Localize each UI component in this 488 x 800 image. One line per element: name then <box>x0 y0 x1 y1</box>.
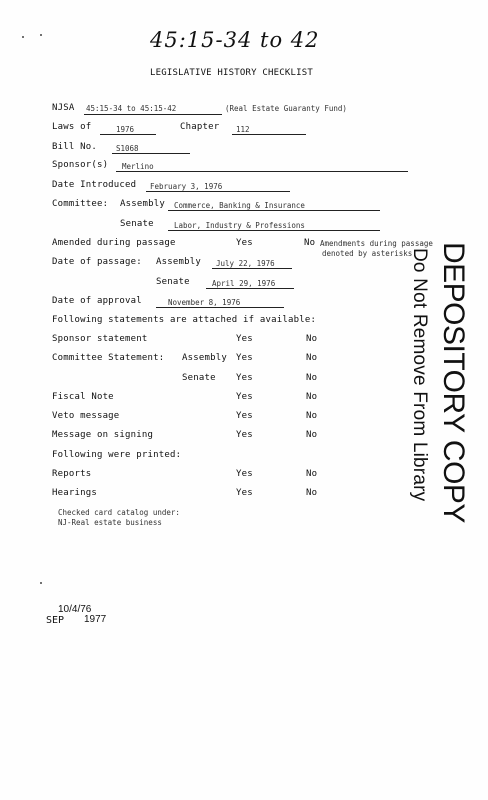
passage-senate-label: Senate <box>156 277 190 287</box>
date-of-approval-label: Date of approval <box>52 296 142 306</box>
passage-assembly-value: July 22, 1976 <box>216 259 275 268</box>
depository-stamp-title: DEPOSITORY COPY <box>437 242 470 523</box>
njsa-label: NJSA <box>52 103 75 113</box>
fiscal-note-label: Fiscal Note <box>52 392 114 402</box>
sponsors-value: Merlino <box>122 162 154 171</box>
amended-note-line1: Amendments during passage <box>320 239 433 248</box>
sponsor-statement-label: Sponsor statement <box>52 334 148 344</box>
laws-of-value: 1976 <box>116 125 135 134</box>
njsa-value: 45:15-34 to 45:15-42 <box>86 104 177 113</box>
chapter-value: 112 <box>236 125 250 134</box>
date-introduced-label: Date Introduced <box>52 180 137 190</box>
bill-no-value: S1068 <box>116 144 139 153</box>
hearings-no: No <box>306 488 318 498</box>
chapter-underline <box>232 134 306 135</box>
date-introduced-value: February 3, 1976 <box>150 182 223 191</box>
amended-yes: Yes <box>236 238 253 248</box>
committee-senate-value: Labor, Industry & Professions <box>174 221 305 230</box>
committee-statement-senate-yes: Yes <box>236 373 253 383</box>
statements-header: Following statements are attached if available: <box>52 315 317 325</box>
laws-of-label: Laws of <box>52 122 92 132</box>
veto-message-label: Veto message <box>52 411 120 421</box>
fiscal-note-yes: Yes <box>236 392 253 402</box>
amended-label: Amended during passage <box>52 238 176 248</box>
date-of-approval-value: November 8, 1976 <box>168 298 241 307</box>
date-of-passage-label: Date of passage: <box>52 257 142 267</box>
committee-statement-assembly-yes: Yes <box>236 353 253 363</box>
hearings-label: Hearings <box>52 488 97 498</box>
bill-no-underline <box>112 153 190 154</box>
amended-no: No <box>304 238 316 248</box>
handwritten-header: 45:15-34 to 42 <box>150 28 320 52</box>
committee-statement-senate-no: No <box>306 373 318 383</box>
reports-label: Reports <box>52 469 92 479</box>
sponsor-statement-yes: Yes <box>236 334 253 344</box>
passage-assembly-underline <box>212 268 292 269</box>
njsa-underline <box>84 114 222 115</box>
message-on-signing-yes: Yes <box>236 430 253 440</box>
committee-assembly-label: Assembly <box>120 199 165 209</box>
passage-senate-underline <box>206 288 294 289</box>
laws-of-underline <box>100 134 156 135</box>
committee-senate-label: Senate <box>120 219 154 229</box>
chapter-label: Chapter <box>180 122 220 132</box>
message-on-signing-label: Message on signing <box>52 430 154 440</box>
footer-year: 1977 <box>84 614 107 625</box>
sponsor-statement-no: No <box>306 334 318 344</box>
footer-month: SEP <box>46 615 65 626</box>
njsa-note: (Real Estate Guaranty Fund) <box>225 104 347 113</box>
sponsors-underline <box>116 171 408 172</box>
depository-stamp-subtitle: Do Not Remove From Library <box>409 248 430 502</box>
committee-assembly-underline <box>168 210 380 211</box>
footer-date: 10/4/76 <box>58 604 92 615</box>
amended-note-line2: denoted by asterisks. <box>322 249 417 258</box>
stray-mark <box>22 36 24 38</box>
veto-message-no: No <box>306 411 318 421</box>
committee-label: Committee: <box>52 199 109 209</box>
committee-assembly-value: Commerce, Banking & Insurance <box>174 201 305 210</box>
passage-senate-value: April 29, 1976 <box>212 279 276 288</box>
message-on-signing-no: No <box>306 430 318 440</box>
card-catalog-line1: Checked card catalog under: <box>58 508 180 517</box>
committee-statement-assembly-no: No <box>306 353 318 363</box>
bill-no-label: Bill No. <box>52 142 97 152</box>
printed-header: Following were printed: <box>52 450 182 460</box>
date-introduced-underline <box>146 191 290 192</box>
committee-statement-senate-label: Senate <box>182 373 216 383</box>
fiscal-note-no: No <box>306 392 318 402</box>
committee-statement-label: Committee Statement: <box>52 353 165 363</box>
hearings-yes: Yes <box>236 488 253 498</box>
committee-senate-underline <box>168 230 380 231</box>
page-title: LEGISLATIVE HISTORY CHECKLIST <box>150 68 313 78</box>
reports-yes: Yes <box>236 469 253 479</box>
stray-mark <box>40 582 42 584</box>
passage-assembly-label: Assembly <box>156 257 201 267</box>
sponsors-label: Sponsor(s) <box>52 160 109 170</box>
card-catalog-line2: NJ-Real estate business <box>58 518 162 527</box>
reports-no: No <box>306 469 318 479</box>
date-of-approval-underline <box>156 307 284 308</box>
committee-statement-assembly-label: Assembly <box>182 353 227 363</box>
veto-message-yes: Yes <box>236 411 253 421</box>
stray-mark <box>40 34 42 36</box>
